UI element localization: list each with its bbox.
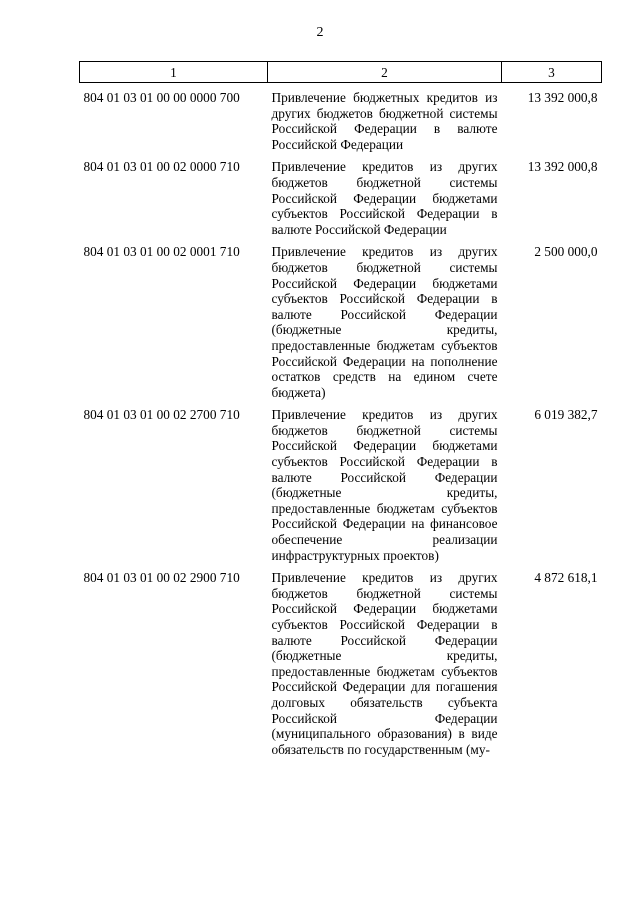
table-row xyxy=(80,563,602,757)
table-header-row xyxy=(80,62,602,83)
column-header-amount: 3 xyxy=(502,62,602,83)
description-cell: Привлечение кредитов из других бюджетов бюджетной системы Российской Федерации бюджетами субъектов Российской Федерации в валюте Российской Федерации (бюджетные кредиты, предоставленные бюджетам субъектов Российской Федерации на финансовое обеспечение реализации инфраструктурных проектов) xyxy=(271,407,498,563)
table-row xyxy=(80,83,602,153)
column-header-code: 1 xyxy=(80,62,268,83)
amount-cell: 6 019 382,7 xyxy=(534,407,598,423)
description-cell: Привлечение кредитов из других бюджетов бюджетной системы Российской Федерации бюджетами субъектов Российской Федерации в валюте Российской Федерации xyxy=(271,159,498,237)
budget-code-cell: 804 01 03 01 00 02 2700 710 xyxy=(83,407,240,423)
budget-code-cell: 804 01 03 01 00 02 0001 710 xyxy=(83,244,240,260)
table-row xyxy=(80,237,602,400)
description-cell: Привлечение кредитов из других бюджетов бюджетной системы Российской Федерации бюджетами субъектов Российской Федерации в валюте Российской Федерации (бюджетные кредиты, предоставленные бюджетам субъектов Российской Федерации на пополнение остатков средств на едином счете бюджета) xyxy=(271,244,498,400)
table-row xyxy=(80,400,602,563)
budget-code-cell: 804 01 03 01 00 02 2900 710 xyxy=(83,570,240,586)
amount-cell: 13 392 000,8 xyxy=(527,159,598,175)
page-number: 2 xyxy=(316,25,324,40)
table-row xyxy=(80,152,602,237)
column-header-description: 2 xyxy=(268,62,502,83)
description-cell: Привлечение кредитов из других бюджетов бюджетной системы Российской Федерации бюджетами субъектов Российской Федерации в валюте Российской Федерации (бюджетные кредиты, предоставленные бюджетам субъектов Российской Федерации для погашения долговых обязательств субъекта Российской Федерации (муниципального образования) в виде обязательств по государственным (му- xyxy=(271,570,498,757)
amount-cell: 4 872 618,1 xyxy=(534,570,598,586)
budget-code-cell: 804 01 03 01 00 00 0000 700 xyxy=(83,90,240,105)
description-cell: Привлечение бюджетных кредитов из других бюджетов бюджетной системы Российской Федерации в валюте Российской Федерации xyxy=(271,90,498,152)
amount-cell: 13 392 000,8 xyxy=(527,90,598,105)
amount-cell: 2 500 000,0 xyxy=(534,244,598,260)
budget-sources-table xyxy=(79,61,602,757)
budget-code-cell: 804 01 03 01 00 02 0000 710 xyxy=(83,159,240,175)
